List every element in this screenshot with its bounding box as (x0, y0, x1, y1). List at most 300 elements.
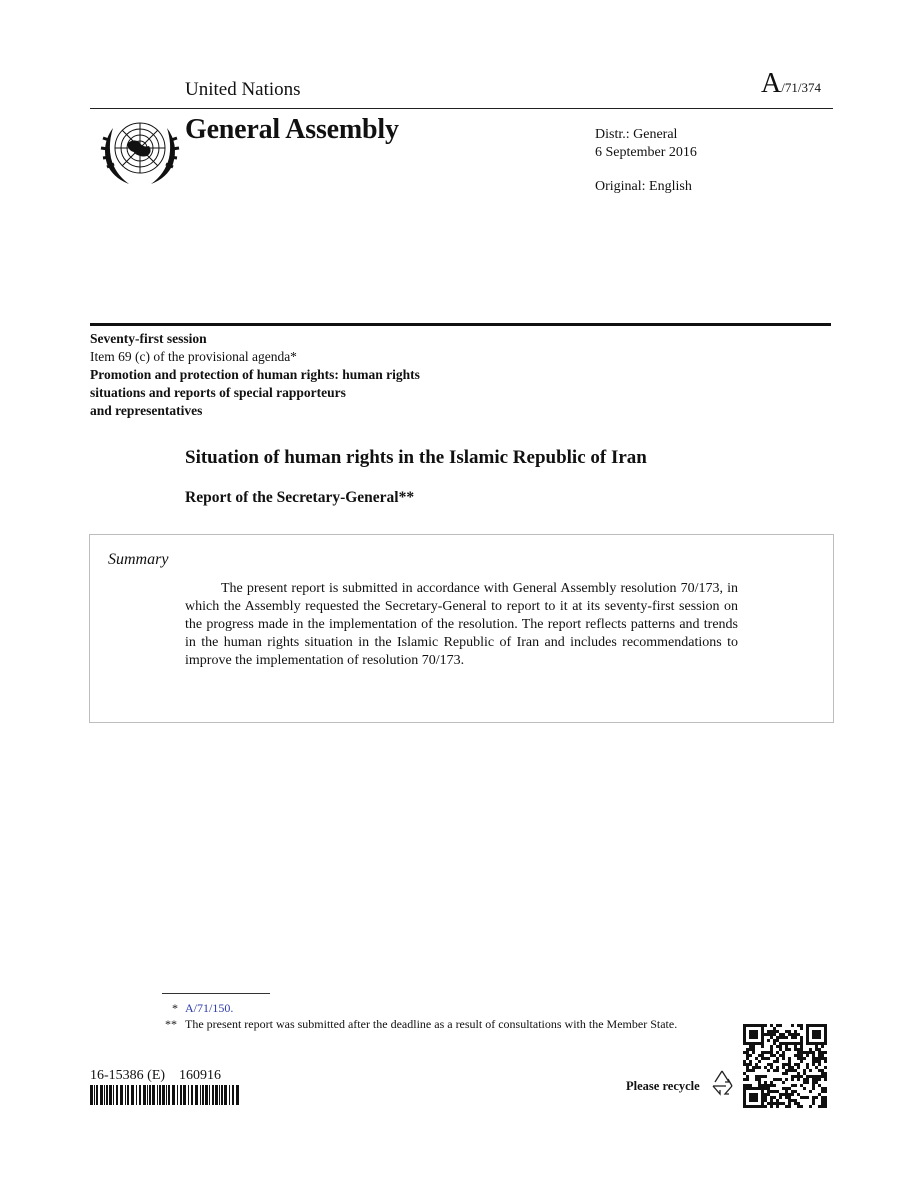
qr-module (800, 1036, 803, 1039)
qr-module (797, 1042, 800, 1045)
qr-module (809, 1105, 812, 1108)
barcode-bar (139, 1085, 141, 1105)
qr-module (797, 1105, 800, 1108)
qr-module (764, 1075, 767, 1078)
qr-module (782, 1087, 785, 1090)
qr-module (764, 1099, 767, 1102)
qr-module (818, 1093, 821, 1096)
qr-module (788, 1096, 791, 1099)
qr-module (800, 1060, 803, 1063)
qr-module (797, 1102, 800, 1105)
qr-module (791, 1090, 794, 1093)
qr-module (821, 1105, 824, 1108)
qr-module (806, 1066, 809, 1069)
qr-module (788, 1063, 791, 1066)
qr-module (812, 1057, 815, 1060)
qr-module (758, 1075, 761, 1078)
qr-module (785, 1030, 788, 1033)
qr-module (764, 1096, 767, 1099)
qr-module (791, 1042, 794, 1045)
qr-module (779, 1048, 782, 1051)
qr-module (770, 1102, 773, 1105)
qr-module (764, 1024, 767, 1027)
qr-module (782, 1066, 785, 1069)
qr-module (821, 1069, 824, 1072)
qr-module (782, 1057, 785, 1060)
qr-module (773, 1078, 776, 1081)
barcode-bar (232, 1085, 234, 1105)
qr-module (812, 1078, 815, 1081)
footnote-2-text: The present report was submitted after the deadline as a result of consultations with the Member State. (185, 1017, 678, 1031)
barcode-bar (219, 1085, 220, 1105)
qr-module (770, 1048, 773, 1051)
issue-date: 6 September 2016 (595, 145, 697, 160)
qr-module (773, 1069, 776, 1072)
qr-module (812, 1099, 815, 1102)
qr-module (785, 1045, 788, 1048)
qr-module (794, 1063, 797, 1066)
qr-module (746, 1048, 749, 1051)
barcode-bar (113, 1085, 114, 1105)
qr-module (812, 1087, 815, 1090)
qr-module (776, 1090, 779, 1093)
qr-module (758, 1084, 761, 1087)
qr-module (800, 1057, 803, 1060)
qr-module (761, 1057, 764, 1060)
qr-finder-center (749, 1093, 758, 1102)
qr-module (767, 1087, 770, 1090)
qr-finder-center (812, 1030, 821, 1039)
qr-module (773, 1042, 776, 1045)
un-emblem-icon (95, 114, 185, 190)
qr-module (824, 1087, 827, 1090)
barcode-bar (166, 1085, 167, 1105)
qr-module (800, 1075, 803, 1078)
qr-module (788, 1093, 791, 1096)
qr-module (779, 1033, 782, 1036)
qr-module (746, 1066, 749, 1069)
barcode-bar (172, 1085, 175, 1105)
qr-module (743, 1051, 746, 1054)
qr-module (812, 1084, 815, 1087)
qr-module (746, 1063, 749, 1066)
qr-module (746, 1084, 749, 1087)
qr-module (824, 1105, 827, 1108)
qr-module (812, 1063, 815, 1066)
qr-module (824, 1102, 827, 1105)
qr-module (770, 1105, 773, 1108)
barcode-bar (157, 1085, 158, 1105)
qr-module (797, 1072, 800, 1075)
qr-module (776, 1060, 779, 1063)
qr-module (821, 1072, 824, 1075)
qr-module (788, 1087, 791, 1090)
qr-module (764, 1084, 767, 1087)
qr-module (746, 1075, 749, 1078)
qr-module (782, 1063, 785, 1066)
qr-module (794, 1030, 797, 1033)
qr-module (800, 1024, 803, 1027)
document-symbol (761, 68, 821, 100)
qr-module (791, 1084, 794, 1087)
qr-module (797, 1063, 800, 1066)
qr-module (785, 1072, 788, 1075)
qr-module (776, 1045, 779, 1048)
barcode-bar (221, 1085, 223, 1105)
qr-module (749, 1054, 752, 1057)
qr-module (785, 1063, 788, 1066)
qr-module (788, 1033, 791, 1036)
agenda-title-line-1: Promotion and protection of human rights: human rights (90, 367, 420, 382)
barcode-bar (183, 1085, 186, 1105)
qr-module (800, 1105, 803, 1108)
document-number: 16-15386 (E) 160916 (90, 1068, 222, 1083)
qr-module (749, 1048, 752, 1051)
qr-module (821, 1075, 824, 1078)
qr-module (815, 1078, 818, 1081)
qr-module (782, 1051, 785, 1054)
distribution: Distr.: General (595, 127, 678, 142)
qr-module (779, 1078, 782, 1081)
qr-module (764, 1081, 767, 1084)
summary-text: The present report is submitted in accordance with General Assembly resolution 70/173, in which the Assembly requested the Secretary-General to report to it at its seventy-first session on the progress made in the implementation of the resolution. The report reflects patterns and trends in the human rights situation in the Islamic Republic of Iran and includes recommendations to improve the implementation of resolution 70/173. (185, 581, 738, 668)
qr-module (812, 1051, 815, 1054)
qr-module (788, 1042, 791, 1045)
qr-module (797, 1078, 800, 1081)
qr-module (794, 1084, 797, 1087)
report-title: Situation of human rights in the Islamic Republic of Iran (185, 447, 647, 468)
qr-module (794, 1099, 797, 1102)
qr-module (794, 1042, 797, 1045)
qr-module (809, 1051, 812, 1054)
qr-module (818, 1078, 821, 1081)
barcode-bar (104, 1085, 105, 1105)
barcode-bar (109, 1085, 112, 1105)
qr-module (818, 1075, 821, 1078)
qr-module (782, 1102, 785, 1105)
qr-module (797, 1024, 800, 1027)
qr-module (785, 1096, 788, 1099)
qr-module (803, 1057, 806, 1060)
qr-module (776, 1036, 779, 1039)
qr-module (770, 1051, 773, 1054)
qr-module (815, 1075, 818, 1078)
qr-module (788, 1066, 791, 1069)
qr-module (749, 1084, 752, 1087)
qr-module (800, 1039, 803, 1042)
qr-module (770, 1084, 773, 1087)
qr-module (776, 1057, 779, 1060)
qr-module (821, 1087, 824, 1090)
qr-module (776, 1069, 779, 1072)
qr-module (824, 1099, 827, 1102)
qr-module (776, 1024, 779, 1027)
qr-module (797, 1051, 800, 1054)
qr-module (773, 1039, 776, 1042)
qr-module (812, 1102, 815, 1105)
qr-module (797, 1048, 800, 1051)
qr-module (818, 1063, 821, 1066)
barcode-bar (90, 1085, 93, 1105)
qr-module (809, 1048, 812, 1051)
qr-module (758, 1060, 761, 1063)
qr-module (743, 1084, 746, 1087)
qr-module (761, 1084, 764, 1087)
qr-module (767, 1093, 770, 1096)
qr-module (791, 1078, 794, 1081)
qr-module (767, 1057, 770, 1060)
qr-module (788, 1060, 791, 1063)
barcode-bar (191, 1085, 193, 1105)
symbol-number: /71/374 (781, 80, 821, 95)
qr-module (806, 1081, 809, 1084)
distribution-block (595, 126, 697, 162)
qr-module (764, 1087, 767, 1090)
qr-module (818, 1105, 821, 1108)
barcode-bar (116, 1085, 118, 1105)
qr-module (770, 1066, 773, 1069)
qr-module (785, 1093, 788, 1096)
qr-module (806, 1075, 809, 1078)
qr-module (770, 1090, 773, 1093)
qr-module (746, 1078, 749, 1081)
agenda-item: Item 69 (c) of the provisional agenda* (90, 349, 297, 364)
qr-module (806, 1063, 809, 1066)
qr-module (782, 1081, 785, 1084)
qr-module (803, 1081, 806, 1084)
qr-module (791, 1093, 794, 1096)
footnote-2-mark: ** (165, 1017, 177, 1031)
barcode-bar (143, 1085, 146, 1105)
qr-module (800, 1042, 803, 1045)
symbol-letter: A (761, 68, 782, 99)
qr-module (818, 1054, 821, 1057)
qr-module (761, 1045, 764, 1048)
qr-module (785, 1042, 788, 1045)
qr-module (785, 1105, 788, 1108)
qr-module (797, 1057, 800, 1060)
qr-module (755, 1063, 758, 1066)
footnote-1-mark: * (172, 1001, 178, 1015)
qr-module (788, 1099, 791, 1102)
qr-module (785, 1036, 788, 1039)
qr-module (791, 1075, 794, 1078)
qr-module (803, 1096, 806, 1099)
qr-module (773, 1096, 776, 1099)
barcode-bar (229, 1085, 230, 1105)
barcode-bar (96, 1085, 98, 1105)
barcode-bar (180, 1085, 182, 1105)
qr-module (785, 1069, 788, 1072)
qr-module (767, 1030, 770, 1033)
qr-module (797, 1093, 800, 1096)
qr-module (746, 1054, 749, 1057)
barcode-bar (209, 1085, 210, 1105)
barcode-bar (94, 1085, 95, 1105)
qr-module (746, 1051, 749, 1054)
qr-module (773, 1033, 776, 1036)
qr-module (776, 1066, 779, 1069)
qr-module (752, 1048, 755, 1051)
qr-module (824, 1090, 827, 1093)
qr-module (824, 1075, 827, 1078)
qr-module (782, 1054, 785, 1057)
qr-module (791, 1066, 794, 1069)
qr-module (752, 1066, 755, 1069)
qr-module (794, 1075, 797, 1078)
qr-module (773, 1102, 776, 1105)
qr-module (770, 1033, 773, 1036)
barcode-bar (120, 1085, 123, 1105)
qr-module (758, 1066, 761, 1069)
barcode-bar (162, 1085, 165, 1105)
qr-module (764, 1033, 767, 1036)
barcode-bar (136, 1085, 137, 1105)
qr-module (773, 1027, 776, 1030)
qr-module (743, 1072, 746, 1075)
barcode-bar (127, 1085, 129, 1105)
qr-module (773, 1054, 776, 1057)
qr-module (818, 1057, 821, 1060)
qr-module (800, 1084, 803, 1087)
qr-module (824, 1051, 827, 1054)
qr-module (824, 1078, 827, 1081)
qr-module (755, 1078, 758, 1081)
qr-module (821, 1051, 824, 1054)
qr-module (764, 1105, 767, 1108)
qr-module (779, 1102, 782, 1105)
qr-module (776, 1099, 779, 1102)
qr-module (770, 1063, 773, 1066)
qr-module (779, 1042, 782, 1045)
qr-module (821, 1099, 824, 1102)
qr-module (776, 1030, 779, 1033)
recycle-icon (708, 1068, 736, 1096)
qr-module (818, 1060, 821, 1063)
qr-module (815, 1048, 818, 1051)
qr-module (818, 1069, 821, 1072)
qr-module (755, 1066, 758, 1069)
qr-module (758, 1054, 761, 1057)
barcode-bar (159, 1085, 161, 1105)
qr-module (788, 1069, 791, 1072)
qr-module (770, 1030, 773, 1033)
qr-module (764, 1093, 767, 1096)
qr-module (770, 1054, 773, 1057)
qr-module (824, 1057, 827, 1060)
qr-module (806, 1051, 809, 1054)
qr-module (818, 1048, 821, 1051)
qr-module (797, 1033, 800, 1036)
qr-module (791, 1033, 794, 1036)
qr-module (776, 1105, 779, 1108)
qr-module (776, 1039, 779, 1042)
barcode-bar (125, 1085, 126, 1105)
footnote-1-link[interactable]: A/71/150. (185, 1001, 234, 1015)
qr-module (764, 1057, 767, 1060)
qr-module (779, 1096, 782, 1099)
qr-module (749, 1060, 752, 1063)
qr-module (797, 1075, 800, 1078)
barcode-bar (168, 1085, 170, 1105)
qr-module (767, 1084, 770, 1087)
organ-title: General Assembly (185, 114, 399, 145)
qr-module (749, 1045, 752, 1048)
qr-module (812, 1096, 815, 1099)
qr-module (782, 1072, 785, 1075)
qr-module (806, 1078, 809, 1081)
qr-module (812, 1060, 815, 1063)
qr-module (812, 1075, 815, 1078)
qr-module (800, 1027, 803, 1030)
qr-module (776, 1051, 779, 1054)
qr-module (785, 1048, 788, 1051)
qr-module (764, 1051, 767, 1054)
qr-module (770, 1036, 773, 1039)
barcode-bar (200, 1085, 201, 1105)
barcode-bar (106, 1085, 108, 1105)
qr-module (773, 1060, 776, 1063)
qr-module (788, 1102, 791, 1105)
qr-module (773, 1030, 776, 1033)
qr-module (812, 1081, 815, 1084)
qr-module (800, 1054, 803, 1057)
qr-module (779, 1093, 782, 1096)
footnote-rule (162, 993, 270, 994)
qr-module (755, 1075, 758, 1078)
qr-module (767, 1051, 770, 1054)
qr-module (758, 1078, 761, 1081)
qr-module (815, 1066, 818, 1069)
qr-module (803, 1078, 806, 1081)
header-rule (90, 108, 833, 109)
qr-module (782, 1042, 785, 1045)
qr-module (797, 1054, 800, 1057)
qr-module (809, 1075, 812, 1078)
qr-module (788, 1048, 791, 1051)
qr-module (806, 1096, 809, 1099)
qr-module (782, 1036, 785, 1039)
qr-module (815, 1081, 818, 1084)
qr-module (782, 1093, 785, 1096)
qr-module (767, 1033, 770, 1036)
qr-module (767, 1069, 770, 1072)
qr-module (779, 1036, 782, 1039)
qr-module (791, 1036, 794, 1039)
qr-module (770, 1099, 773, 1102)
qr-module (773, 1090, 776, 1093)
qr-module (815, 1045, 818, 1048)
qr-module (794, 1045, 797, 1048)
qr-module (749, 1069, 752, 1072)
summary-heading: Summary (108, 551, 169, 568)
barcode-bar (236, 1085, 239, 1105)
barcode-bar (205, 1085, 208, 1105)
barcode-bar (212, 1085, 214, 1105)
qr-module (794, 1102, 797, 1105)
qr-module (743, 1078, 746, 1081)
qr-module (812, 1054, 815, 1057)
qr-module (821, 1090, 824, 1093)
qr-module (785, 1090, 788, 1093)
barcode-bar (152, 1085, 155, 1105)
qr-module (788, 1030, 791, 1033)
qr-module (773, 1084, 776, 1087)
qr-module (770, 1096, 773, 1099)
qr-module (746, 1069, 749, 1072)
qr-module (797, 1066, 800, 1069)
qr-finder-center (749, 1030, 758, 1039)
